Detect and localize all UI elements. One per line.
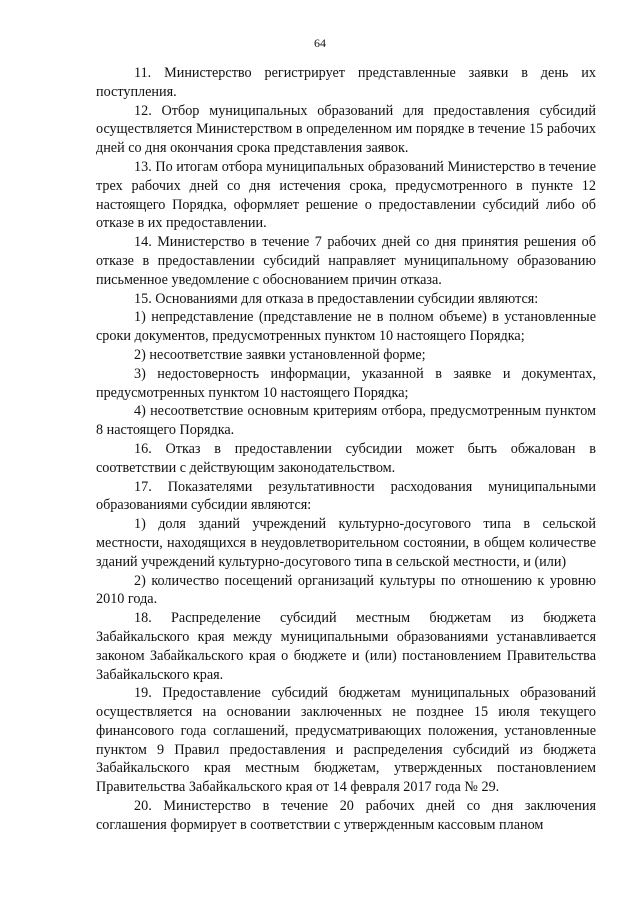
paragraph-13: 13. По итогам отбора муниципальных образований Министерство в течение трех рабочих дней со дня истечения срока, предусмотренного в пункте 12 настоящего Порядка, оформляет решение о предоставлении субсидий либо об отказе в их предоставлении. bbox=[96, 158, 596, 232]
list-item-17-1: 1) доля зданий учреждений культурно-досугового типа в сельской местности, находящихся в неудовлетворительном состоянии, в общем количестве зданий учреждений культурно-досугового типа в сельской местности, и (или) bbox=[96, 516, 596, 570]
paragraph-17: 17. Показателями результативности расходования муниципальными образованиями субсидии являются: bbox=[96, 478, 596, 514]
list-item-15-1: 1) непредставление (представление не в полном объеме) в установленные сроки документов, предусмотренных пунктом 10 настоящего Порядка; bbox=[96, 309, 596, 345]
list-item-17-2: 2) количество посещений организаций культуры по отношению к уровню 2010 года. bbox=[96, 572, 596, 608]
list-item-15-2: 2) несоответствие заявки установленной форме; bbox=[134, 346, 426, 363]
list-item-15-4: 4) несоответствие основным критериям отбора, предусмотренным пунктом 8 настоящего Порядка. bbox=[96, 403, 596, 439]
paragraph-12: 12. Отбор муниципальных образований для предоставления субсидий осуществляется Министерством в определенном им порядке в течение 15 рабочих дней со дня окончания срока представления заявок. bbox=[96, 102, 596, 157]
paragraph-15: 15. Основаниями для отказа в предоставлении субсидии являются: bbox=[134, 290, 539, 307]
page-number: 64 bbox=[314, 36, 326, 50]
paragraph-20: 20. Министерство в течение 20 рабочих дней со дня заключения соглашения формирует в соответствии с утвержденным кассовым планом bbox=[96, 798, 596, 833]
paragraph-11: 11. Министерство регистрирует представленные заявки в день их поступления. bbox=[96, 65, 596, 100]
paragraph-19: 19. Предоставление субсидий бюджетам муниципальных образований осуществляется на основании заключенных не позднее 15 июля текущего финансового года соглашений, предусматривающих положения, установленные пунктом 9 Правил предоставления и распределения субсидий из бюджета Забайкальского края местным бюджетам, утвержденных постановлением Правительства Забайкальского края от 14 февраля 2017 года № 29. bbox=[96, 685, 596, 796]
paragraph-14: 14. Министерство в течение 7 рабочих дней со дня принятия решения об отказе в предоставлении субсидий направляет муниципальному образованию письменное уведомление с обоснованием причин отказа. bbox=[96, 234, 596, 288]
list-item-15-3: 3) недостоверность информации, указанной в заявке и документах, предусмотренных пунктом 10 настоящего Порядка; bbox=[96, 365, 596, 401]
paragraph-18: 18. Распределение субсидий местным бюджетам из бюджета Забайкальского края между муниципальными образованиями устанавливается законом Забайкальского края о бюджете и (или) постановлением Правительства Забайкальского края. bbox=[96, 610, 596, 683]
paragraph-16: 16. Отказ в предоставлении субсидии может быть обжалован в соответствии с действующим законодательством. bbox=[96, 440, 596, 476]
document-body bbox=[96, 64, 596, 835]
